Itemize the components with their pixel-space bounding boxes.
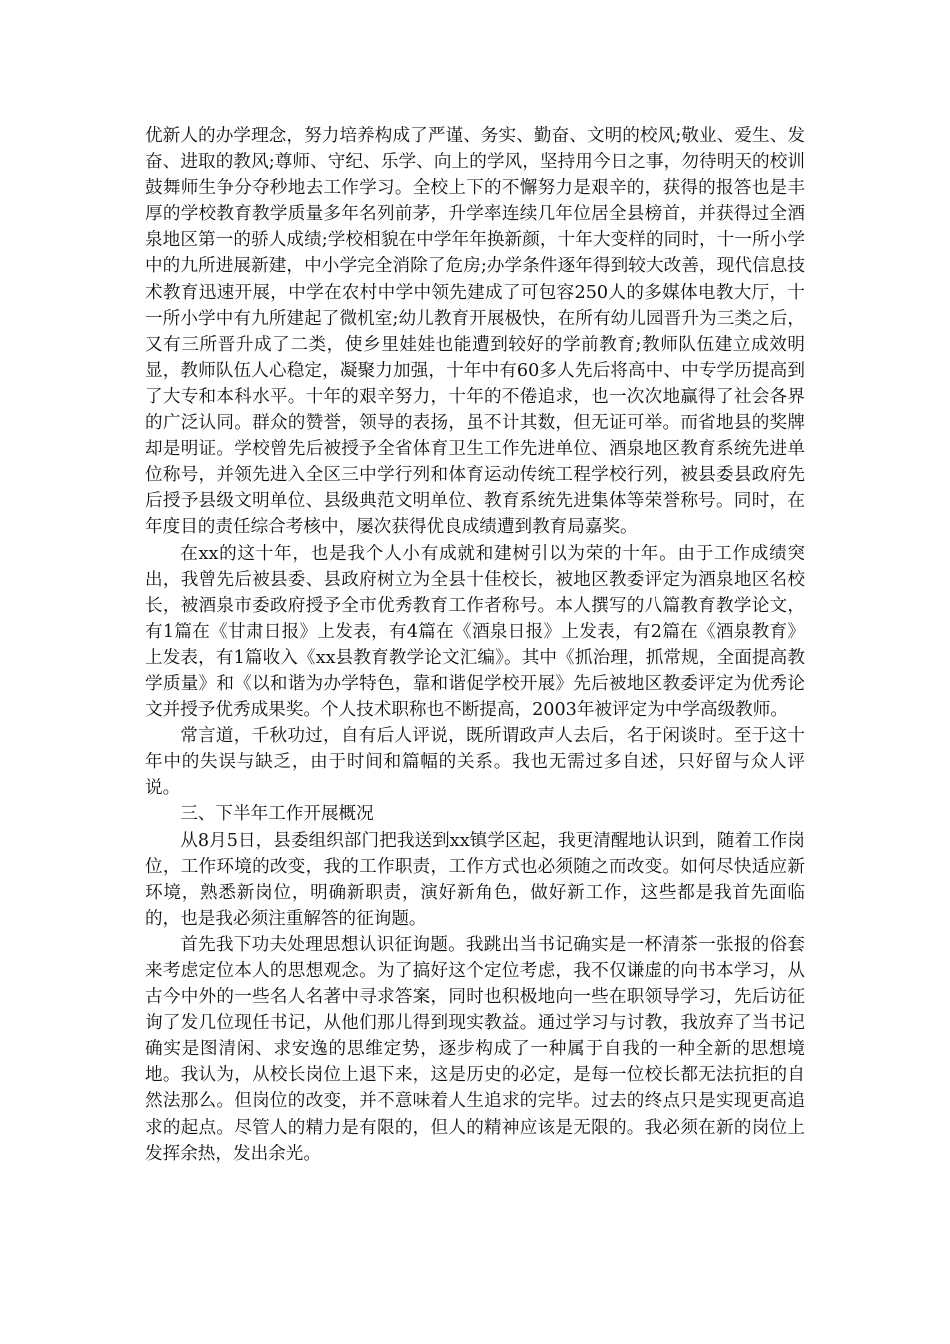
paragraph-mindset: 首先我下功夫处理思想认识征询题。我跳出当书记确实是一杯清茶一张报的俗套来考虑定位本人的思想观念。为了搞好这个定位考虑，我不仅谦虚的向书本学习，从古今中外的一些名人名著中寻求答案，同时也积极地向一些在职领导学习，先后访征询了发几位现任书记，从他们那儿得到现实教益。通过学习与讨教，我放弃了当书记确实是图清闲、求安逸的思维定势，逐步构成了一种属于自我的一种全新的思想境地。我认为，从校长岗位上退下来，这是历史的必定，是每一位校长都无法抗拒的自然法那么。但岗位的改变，并不意味着人生追求的完毕。过去的终点只是实现更高追求的起点。尽管人的精力是有限的，但人的精神应该是无限的。我必须在新的岗位上发挥余热，发出余光。 xyxy=(145,934,805,1164)
paragraph-personal-achievements: 在xx的这十年，也是我个人小有成就和建树引以为荣的十年。由于工作成绩突出，我曾先后被县委、县政府树立为全县十佳校长，被地区教委评定为酒泉地区名校长，被酒泉市委政府授予全市优秀教育工作者称号。本人撰写的八篇教育教学论文，有1篇在《甘肃日报》上发表，有4篇在《酒泉日报》上发表，有2篇在《酒泉教育》上发表，有1篇收入《xx县教育教学论文汇编》。其中《抓治理，抓常规，全面提高教学质量》和《以和谐为办学特色，靠和谐促学校开展》先后被地区教委评定为优秀论文并授予优秀成果奖。个人技术职称也不断提高，2003年被评定为中学高级教师。 xyxy=(145,543,805,721)
section-heading-second-half-year: 三、下半年工作开展概况 xyxy=(180,804,374,825)
paragraph-continuation: 优新人的办学理念，努力培养构成了严谨、务实、勤奋、文明的校风;敬业、爱生、发奋、进取的教风;尊师、守纪、乐学、向上的学风，坚持用今日之事，勿待明天的校训鼓舞师生争分夺秒地去工作学习。全校上下的不懈努力是艰辛的，获得的报答也是丰厚的学校教育教学质量多年名列前茅，升学率连续几年位居全县榜首，并获得过全酒泉地区第一的骄人成绩;学校相貌在中学年年换新颜，十年大变样的同时，十一所小学中的九所进展新建，中小学完全消除了危房;办学条件逐年得到较大改善，现代信息技术教育迅速开展，中学在农村中学中领先建成了可包容250人的多媒体电教大厅，十一所小学中有九所建起了微机室;幼儿教育开展极快，在所有幼儿园晋升为三类之后，又有三所晋升成了二类，使乡里娃娃也能遭到较好的学前教育;教师队伍建立成效明显，教师队伍人心稳定，凝聚力加强，十年中有60多人先后将高中、中专学历提高到了大专和本科水平。十年的艰辛努力，十年的不倦追求，也一次次地赢得了社会各界的广泛认同。群众的赞誉，领导的表扬，虽不计其数，但无证可举。而省地县的奖牌却是明证。学校曾先后被授予全省体育卫生工作先进单位、酒泉地区教育系统先进单位称号，并领先进入全区三中学行列和体育运动传统工程学校行列，被县委县政府先后授予县级文明单位、县级典范文明单位、教育系统先进集体等荣誉称号。同时，在年度目的责任综合考核中，屡次获得优良成绩遭到教育局嘉奖。 xyxy=(145,126,805,538)
paragraph-new-position: 从8月5日，县委组织部门把我送到xx镇学区起，我更清醒地认识到，随着工作岗位，工作环境的改变，我的工作职责，工作方式也必须随之而改变。如何尽快适应新环境，熟悉新岗位，明确新职责，演好新角色，做好新工作，这些都是我首先面临的，也是我必须注重解答的征询题。 xyxy=(145,830,805,929)
paragraph-self-evaluation: 常言道，千秋功过，自有后人评说，既所谓政声人去后，名于闲谈时。至于这十年中的失误与缺乏，由于时间和篇幅的关系。我也无需过多自述，只好留与众人评说。 xyxy=(145,726,805,799)
document-body xyxy=(145,123,805,1167)
